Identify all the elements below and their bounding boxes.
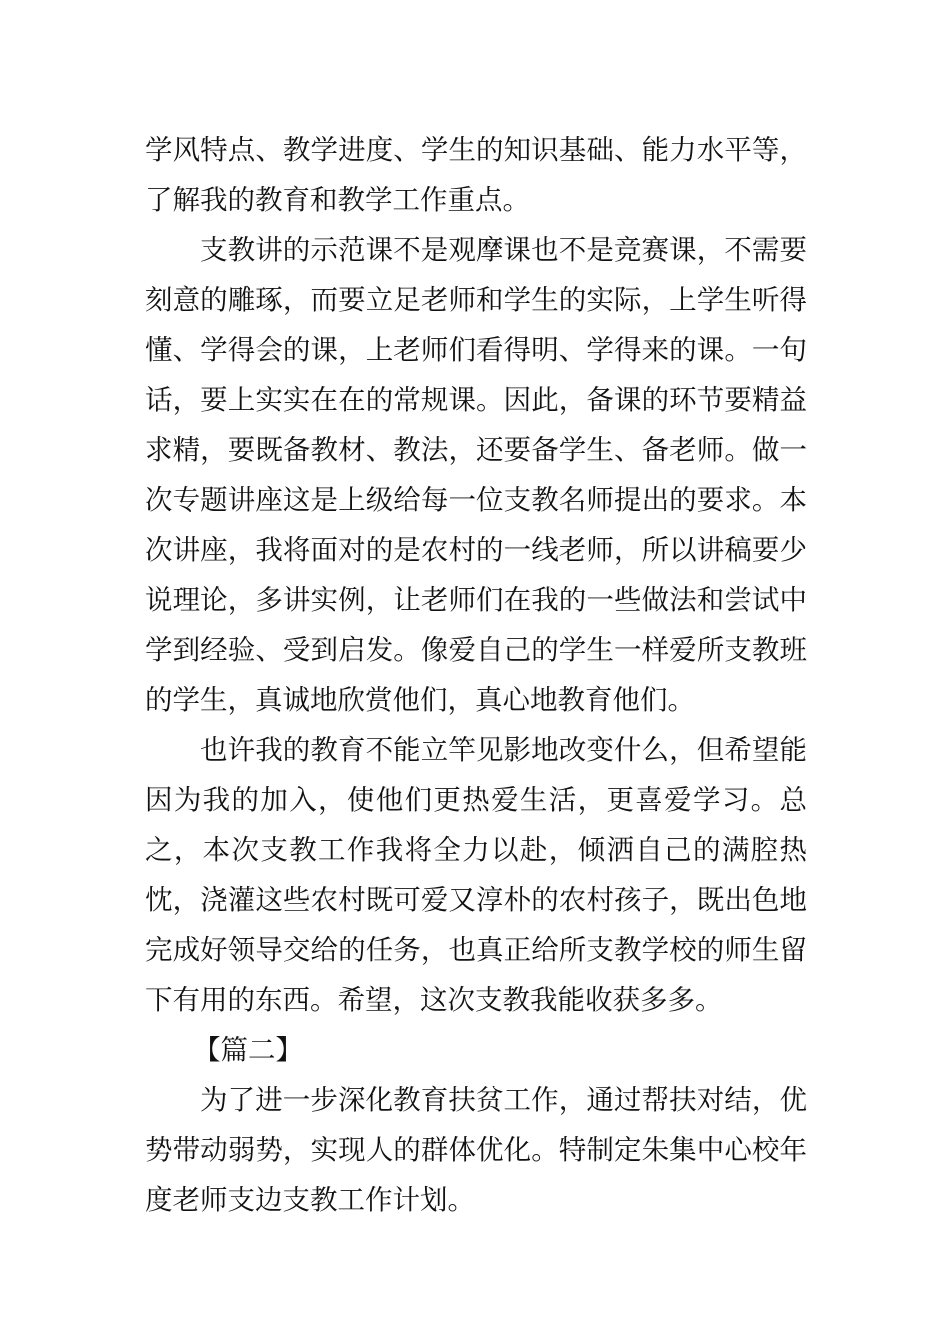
document-body	[145, 125, 807, 1225]
paragraph-continuation: 学风特点、教学进度、学生的知识基础、能力水平等，了解我的教育和教学工作重点。	[145, 134, 807, 216]
paragraph-plan-intro: 为了进一步深化教育扶贫工作，通过帮扶对结，优势带动弱势，实现人的群体优化。特制定朱集中心校年度老师支边支教工作计划。	[145, 1084, 807, 1216]
paragraph-demo-lessons: 支教讲的示范课不是观摩课也不是竞赛课，不需要刻意的雕琢，而要立足老师和学生的实际，上学生听得懂、学得会的课，上老师们看得明、学得来的课。一句话，要上实实在在的常规课。因此，备课的环节要精益求精，要既备教材、教法，还要备学生、备老师。做一次专题讲座这是上级给每一位支教名师提出的要求。本次讲座，我将面对的是农村的一线老师，所以讲稿要少说理论，多讲实例，让老师们在我的一些做法和尝试中学到经验、受到启发。像爱自己的学生一样爱所支教班的学生，真诚地欣赏他们，真心地教育他们。	[145, 234, 807, 716]
section-heading: 【篇二】	[193, 1034, 303, 1066]
paragraph-hope: 也许我的教育不能立竿见影地改变什么，但希望能因为我的加入，使他们更热爱生活，更喜爱学习。总之，本次支教工作我将全力以赴，倾洒自己的满腔热忱，浇灌这些农村既可爱又淳朴的农村孩子，既出色地完成好领导交给的任务，也真正给所支教学校的师生留下有用的东西。希望，这次支教我能收获多多。	[145, 734, 807, 1016]
